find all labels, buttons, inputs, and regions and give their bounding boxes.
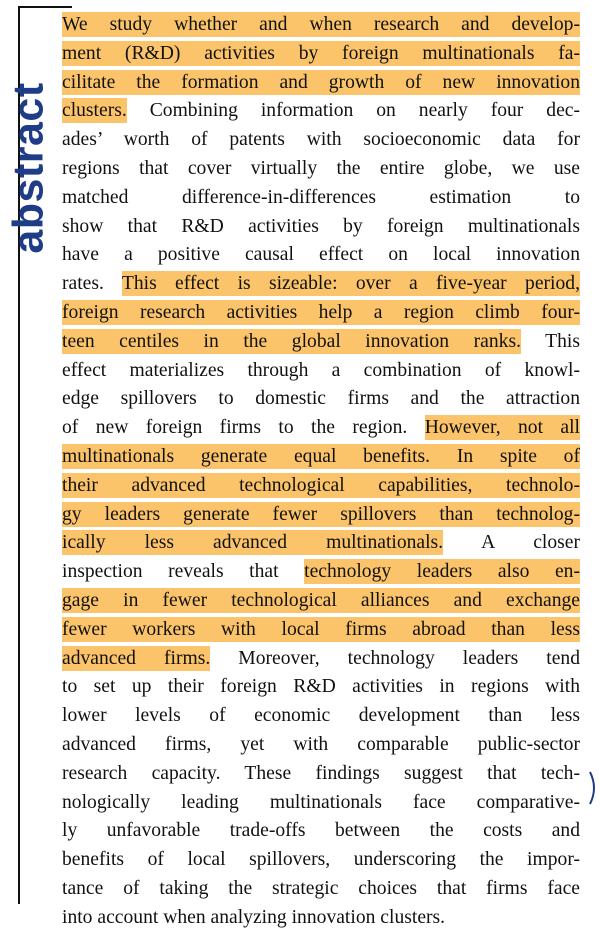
body-text: into account when analyzing innovation clusters. — [62, 906, 446, 928]
section-heading-label: abstract — [4, 82, 53, 254]
body-text: matched difference-in-differences estimation to — [62, 186, 580, 208]
bracket-mark-icon — [586, 768, 600, 808]
text-line — [62, 357, 580, 386]
text-line — [62, 97, 580, 126]
text-line — [62, 616, 580, 645]
highlighted-text: multinationals generate equal benefits. In spite of — [62, 445, 580, 467]
highlighted-text: gy leaders generate fewer spillovers than technolog- — [62, 503, 580, 525]
text-line — [62, 299, 580, 328]
body-text: ly unfavorable trade-offs between the costs and — [62, 820, 580, 842]
body-text: This — [520, 330, 580, 352]
text-line — [62, 11, 580, 40]
text-line — [62, 213, 580, 242]
body-text: ades’ worth of patents with socioeconomic data for — [62, 129, 580, 151]
text-line — [62, 69, 580, 98]
highlighted-text: ically less advanced multinationals. — [62, 532, 444, 554]
body-text: benefits of local spillovers, underscoring the impor- — [62, 849, 580, 871]
text-line — [62, 529, 580, 558]
text-line — [62, 241, 580, 270]
text-line — [62, 472, 580, 501]
text-line — [62, 846, 580, 875]
highlighted-text: fewer workers with local firms abroad than less — [62, 618, 580, 640]
highlighted-text: advanced firms. — [62, 647, 211, 669]
body-text: rates. — [62, 273, 122, 295]
text-line — [62, 587, 580, 616]
text-line — [62, 155, 580, 184]
text-line — [62, 501, 580, 530]
body-text: effect materializes through a combination of knowl- — [62, 359, 580, 381]
body-text: of new foreign firms to the region. — [62, 417, 425, 439]
body-text: show that R&D activities by foreign multinationals — [62, 215, 580, 237]
top-rule — [18, 6, 72, 8]
highlighted-text: technology leaders also en- — [304, 561, 580, 583]
text-line — [62, 645, 580, 674]
text-line — [62, 789, 580, 818]
section-heading — [0, 63, 58, 273]
highlighted-text: gage in fewer technological alliances and exchange — [62, 589, 580, 611]
highlighted-text: foreign research activities help a region climb four- — [62, 301, 580, 323]
body-text: nologically leading multinationals face comparative- — [62, 791, 580, 813]
body-text: Combining information on nearly four dec- — [126, 100, 580, 122]
text-line — [62, 731, 580, 760]
body-text: edge spillovers to domestic firms and the attraction — [62, 388, 580, 410]
highlighted-text: We study whether and when research and develop- — [62, 14, 580, 35]
text-line — [62, 904, 580, 933]
body-text: have a positive causal effect on local innovation — [62, 244, 580, 266]
text-line — [62, 270, 580, 299]
text-line — [62, 414, 580, 443]
body-text: advanced firms, yet with comparable public-sector — [62, 733, 580, 755]
abstract-body — [62, 11, 580, 933]
body-text: lower levels of economic development than less — [62, 705, 580, 727]
highlighted-text: cilitate the formation and growth of new innovation — [62, 71, 580, 93]
body-text: tance of taking the strategic choices that firms face — [62, 877, 580, 899]
highlighted-text: clusters. — [62, 100, 127, 122]
text-line — [62, 385, 580, 414]
text-line — [62, 184, 580, 213]
text-line — [62, 558, 580, 587]
text-line — [62, 817, 580, 846]
body-text: Moreover, technology leaders tend — [210, 647, 580, 669]
text-line — [62, 328, 580, 357]
text-line — [62, 126, 580, 155]
highlighted-text: their advanced technological capabilities, technolo- — [62, 474, 580, 496]
text-line — [62, 40, 580, 69]
body-text: research capacity. These findings suggest that tech- — [62, 762, 580, 784]
highlighted-text: However, not all — [424, 417, 580, 439]
highlighted-text: ment (R&D) activities by foreign multinationals fa- — [62, 42, 580, 64]
body-text: to set up their foreign R&D activities in regions with — [62, 676, 580, 698]
text-line — [62, 875, 580, 904]
text-line — [62, 673, 580, 702]
highlighted-text: teen centiles in the global innovation ranks. — [62, 330, 521, 352]
highlighted-text: This effect is sizeable: over a five-year period, — [121, 273, 580, 295]
body-text: A closer — [443, 532, 580, 554]
text-line — [62, 702, 580, 731]
body-text: inspection reveals that — [62, 561, 305, 583]
text-line — [62, 760, 580, 789]
body-text: regions that cover virtually the entire globe, we use — [62, 157, 580, 179]
text-line — [62, 443, 580, 472]
